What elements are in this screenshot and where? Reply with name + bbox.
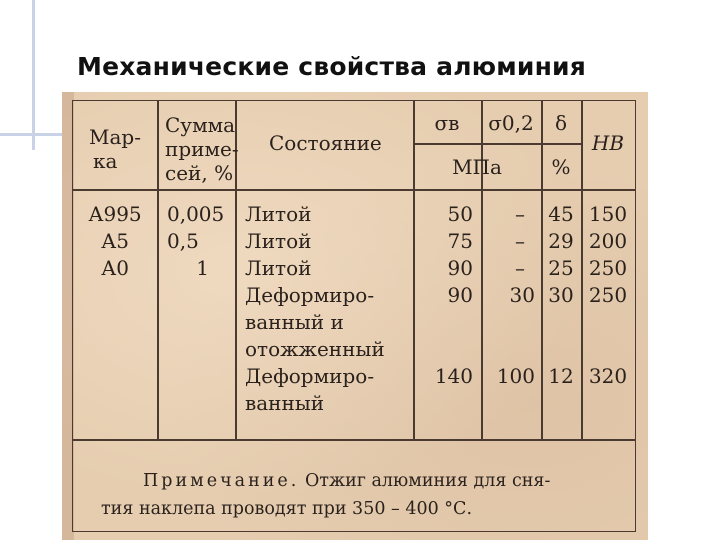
hb-column xyxy=(581,201,635,390)
state-column xyxy=(245,201,385,417)
sigma-b-value: 140 xyxy=(434,364,473,388)
sigma-b-value: 50 xyxy=(447,202,473,226)
header-state: Состояние xyxy=(269,131,382,155)
grade-value: А5 xyxy=(101,229,129,253)
table-row-state: Литой xyxy=(245,229,312,253)
grid-line xyxy=(413,143,581,145)
header-sigma-02: σ0,2 xyxy=(488,111,534,135)
impurities-value: 0,5 xyxy=(167,229,199,253)
slide-decoration xyxy=(0,0,70,150)
hb-value: 150 xyxy=(588,202,628,226)
grid-line xyxy=(73,439,635,441)
header-unit-mpa: МПа xyxy=(452,155,502,179)
hb-value: 250 xyxy=(588,256,628,280)
table-row-state: Литой xyxy=(245,256,312,280)
table-row-state: ванный xyxy=(245,391,325,415)
table-row-state: отожженный xyxy=(245,337,385,361)
hb-value: 200 xyxy=(588,229,628,253)
sigma-b-value: 90 xyxy=(447,256,473,280)
sigma-02-value: – xyxy=(515,229,525,253)
grade-value: А995 xyxy=(88,202,142,226)
page-title: Механические свойства алюминия xyxy=(77,52,587,81)
properties-table xyxy=(72,100,636,532)
header-delta: δ xyxy=(554,111,568,135)
header-unit-percent: % xyxy=(551,155,571,179)
grid-line xyxy=(73,189,635,191)
hb-value: 250 xyxy=(588,283,628,307)
table-row-state: Деформиро- xyxy=(245,283,375,307)
impurities-value: 1 xyxy=(196,256,209,280)
delta-value: 12 xyxy=(548,364,574,388)
header-sigma-b: σв xyxy=(434,111,460,135)
sigma-02-column xyxy=(481,201,535,390)
sigma-b-value: 90 xyxy=(447,283,473,307)
note-label: Примечание. xyxy=(143,471,300,491)
delta-value: 45 xyxy=(548,202,574,226)
impurities-column xyxy=(167,201,227,282)
delta-column xyxy=(541,201,581,390)
table-row-state: Деформиро- xyxy=(245,364,375,388)
grid-line xyxy=(157,101,159,439)
header-hb: HB xyxy=(591,131,625,155)
decor-vertical-line xyxy=(32,0,35,150)
note-text: Отжиг алюминия для сня- xyxy=(304,471,551,491)
hb-value: 320 xyxy=(588,364,628,388)
header-impurities: Сумма приме- сей, % xyxy=(165,113,239,185)
sigma-b-value: 75 xyxy=(447,229,473,253)
grade-value: А0 xyxy=(101,256,129,280)
sigma-02-value: – xyxy=(515,256,525,280)
delta-value: 30 xyxy=(548,283,574,307)
table-row-state: Литой xyxy=(245,202,312,226)
table-row-state: ванный и xyxy=(245,310,344,334)
impurities-value: 0,005 xyxy=(167,202,225,226)
delta-value: 25 xyxy=(548,256,574,280)
table-scan-image xyxy=(62,92,648,540)
header-grade: Мар- ка xyxy=(89,125,141,173)
sigma-02-value: 100 xyxy=(496,364,535,388)
decor-horizontal-line xyxy=(0,133,70,136)
delta-value: 29 xyxy=(548,229,574,253)
note-text: тия наклепа проводят при 350 – 400 °С. xyxy=(101,499,473,519)
grade-column xyxy=(73,201,157,282)
sigma-02-value: – xyxy=(515,202,525,226)
sigma-02-value: 30 xyxy=(509,283,535,307)
sigma-b-column xyxy=(413,201,473,390)
table-note xyxy=(101,467,621,523)
